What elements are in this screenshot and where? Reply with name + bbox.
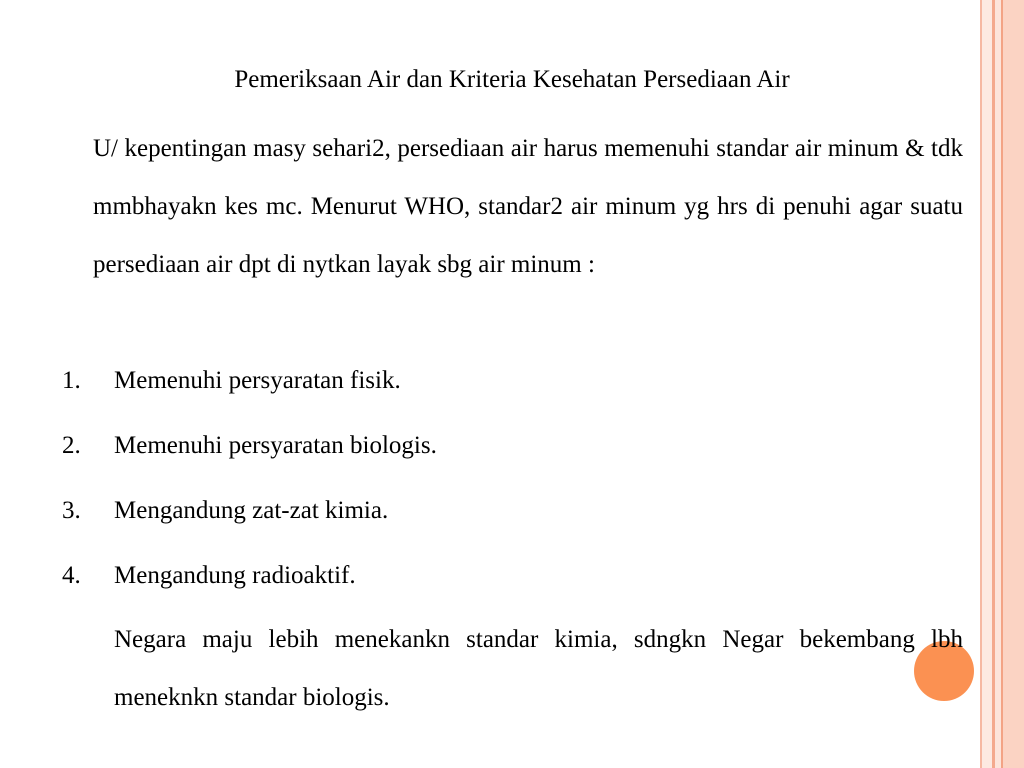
list-number: 2. (62, 432, 81, 459)
stripe (1003, 0, 1024, 768)
stripe (982, 0, 992, 768)
list-text: Memenuhi persyaratan fisik. (114, 367, 401, 394)
list-number: 4. (62, 562, 81, 589)
intro-paragraph: U/ kepentingan masy sehari2, persediaan air harus memenuhi standar air minum & tdk mmbhayakn kes mc. Menurut WHO, standar2 air minum yg hrs di penuhi agar suatu persediaan air dpt di nytkan layak sbg air minum : (93, 135, 963, 278)
slide-title: Pemeriksaan Air dan Kriteria Kesehatan Persediaan Air (234, 66, 790, 93)
list-text: Mengandung zat-zat kimia. (114, 497, 389, 524)
list-text: Memenuhi persyaratan biologis. (114, 432, 437, 459)
list-number: 3. (62, 497, 81, 524)
list-text: Mengandung radioaktif. (114, 562, 356, 589)
closing-paragraph: Negara maju lebih menekankn standar kimia, sdngkn Negar bekembang lbh meneknkn standar biologis. (114, 626, 963, 711)
decorative-stripes (980, 0, 1024, 768)
list-number: 1. (62, 367, 81, 394)
